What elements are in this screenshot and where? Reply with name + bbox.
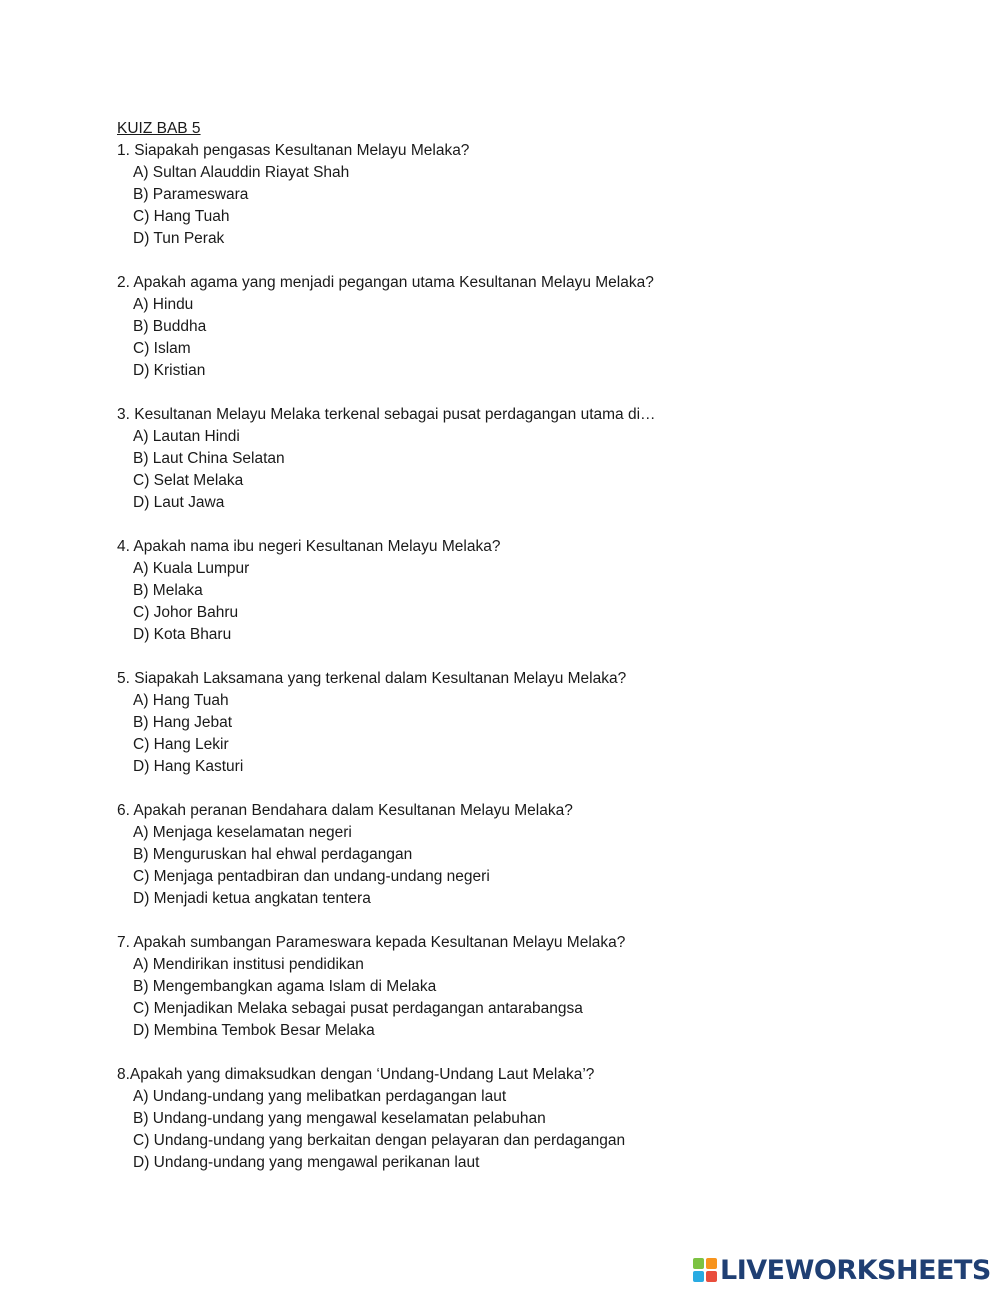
answer-option[interactable]: D) Tun Perak <box>133 230 225 247</box>
answer-option[interactable]: C) Menjaga pentadbiran dan undang-undang negeri <box>133 868 490 885</box>
answer-option[interactable]: B) Undang-undang yang mengawal keselamatan pelabuhan <box>133 1110 546 1127</box>
answer-option[interactable]: C) Selat Melaka <box>133 472 244 489</box>
answer-option[interactable]: D) Membina Tembok Besar Melaka <box>133 1022 375 1039</box>
answer-option[interactable]: A) Hang Tuah <box>133 692 229 709</box>
liveworksheets-logo-icon <box>693 1258 717 1282</box>
answer-option[interactable]: A) Hindu <box>133 296 194 313</box>
answer-option[interactable]: A) Mendirikan institusi pendidikan <box>133 956 364 973</box>
question-text: 3. Kesultanan Melayu Melaka terkenal sebagai pusat perdagangan utama di… <box>117 406 656 423</box>
question-1 <box>117 140 917 250</box>
answer-option[interactable]: C) Undang-undang yang berkaitan dengan pelayaran dan perdagangan <box>133 1132 626 1149</box>
answer-option[interactable]: A) Kuala Lumpur <box>133 560 250 577</box>
answer-option[interactable]: C) Johor Bahru <box>133 604 239 621</box>
worksheet <box>117 118 917 1196</box>
question-3 <box>117 404 917 514</box>
question-list <box>117 140 917 1174</box>
answer-option[interactable]: B) Parameswara <box>133 186 249 203</box>
answer-option[interactable]: D) Menjadi ketua angkatan tentera <box>133 890 371 907</box>
answer-option[interactable]: A) Undang-undang yang melibatkan perdagangan laut <box>133 1088 507 1105</box>
answer-option[interactable]: B) Buddha <box>133 318 207 335</box>
answer-option[interactable]: C) Islam <box>133 340 191 357</box>
question-5 <box>117 668 917 778</box>
liveworksheets-logo[interactable] <box>693 1253 993 1287</box>
quiz-title: KUIZ BAB 5 <box>117 120 201 137</box>
answer-option[interactable]: C) Hang Tuah <box>133 208 230 225</box>
answer-option[interactable]: D) Laut Jawa <box>133 494 225 511</box>
answer-option[interactable]: A) Lautan Hindi <box>133 428 240 445</box>
question-4 <box>117 536 917 646</box>
answer-option[interactable]: B) Mengembangkan agama Islam di Melaka <box>133 978 437 995</box>
answer-option[interactable]: D) Hang Kasturi <box>133 758 244 775</box>
question-text: 7. Apakah sumbangan Parameswara kepada Kesultanan Melayu Melaka? <box>117 934 626 951</box>
answer-option[interactable]: A) Sultan Alauddin Riayat Shah <box>133 164 350 181</box>
question-text: 5. Siapakah Laksamana yang terkenal dalam Kesultanan Melayu Melaka? <box>117 670 627 687</box>
answer-option[interactable]: C) Menjadikan Melaka sebagai pusat perdagangan antarabangsa <box>133 1000 583 1017</box>
question-text: 6. Apakah peranan Bendahara dalam Kesultanan Melayu Melaka? <box>117 802 573 819</box>
answer-option[interactable]: B) Menguruskan hal ehwal perdagangan <box>133 846 413 863</box>
answer-option[interactable]: B) Melaka <box>133 582 203 599</box>
logo-text: LIVEWORKSHEETS <box>720 1254 991 1286</box>
question-text: 2. Apakah agama yang menjadi pegangan utama Kesultanan Melayu Melaka? <box>117 274 654 291</box>
question-2 <box>117 272 917 382</box>
question-text: 1. Siapakah pengasas Kesultanan Melayu Melaka? <box>117 142 470 159</box>
question-text: 4. Apakah nama ibu negeri Kesultanan Melayu Melaka? <box>117 538 501 555</box>
question-6 <box>117 800 917 910</box>
answer-option[interactable]: D) Kristian <box>133 362 206 379</box>
answer-option[interactable]: A) Menjaga keselamatan negeri <box>133 824 352 841</box>
answer-option[interactable]: D) Kota Bharu <box>133 626 232 643</box>
answer-option[interactable]: B) Laut China Selatan <box>133 450 285 467</box>
answer-option[interactable]: C) Hang Lekir <box>133 736 229 753</box>
answer-option[interactable]: D) Undang-undang yang mengawal perikanan laut <box>133 1154 480 1171</box>
question-7 <box>117 932 917 1042</box>
question-text: 8.Apakah yang dimaksudkan dengan ‘Undang-Undang Laut Melaka’? <box>117 1066 595 1083</box>
question-8 <box>117 1064 917 1174</box>
answer-option[interactable]: B) Hang Jebat <box>133 714 233 731</box>
